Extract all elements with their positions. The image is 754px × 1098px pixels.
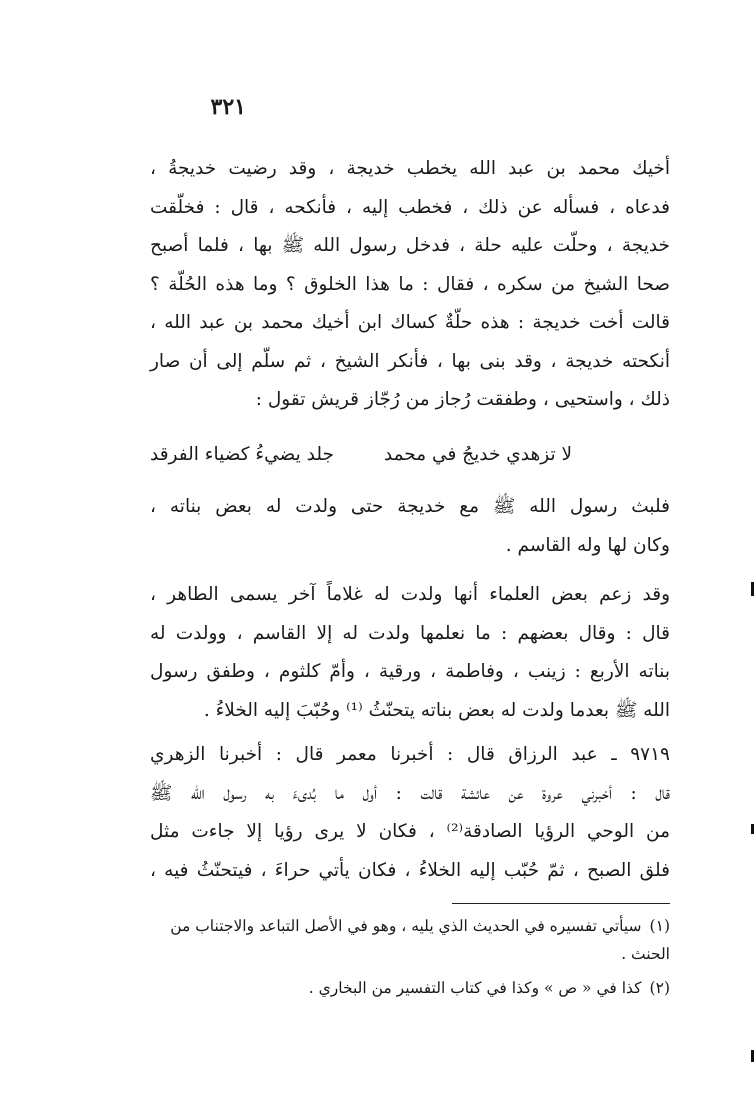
paragraph-3 <box>150 576 670 730</box>
poetry-verse <box>150 440 670 470</box>
text-line: وقد زعم بعض العلماء أنها ولدت له غلاماً آخر يسمى الطاهر ، <box>150 584 670 605</box>
page-number: ٣٢١ <box>210 94 246 120</box>
paragraph-1 <box>150 150 670 420</box>
text-line: من الوحي الرؤيا الصادقة⁽²⁾ ، فكان لا يرى رؤيا إلا جاءت مثل <box>150 821 670 842</box>
verse-second-hemistich: جلد يضيءُ كضياء الفرقد <box>150 444 334 465</box>
text-line: خديجة ، وحلّت عليه حلة ، فدخل رسول الله ﷺ بها ، فلما أصبح <box>150 235 670 256</box>
footnote-text-continued: الحنث . <box>621 945 670 963</box>
footnote-2 <box>150 974 670 1002</box>
footnote-number: (٢) <box>649 979 670 997</box>
text-line: ٩٧١٩ ـ عبد الرزاق قال : أخبرنا معمر قال : أخبرنا الزهري <box>150 744 670 765</box>
text-line: قال : أخبرني عروة عن عائشة قالت : أول ما بُدىءَ به رسول الله ﷺ <box>150 782 670 804</box>
paragraph-2 <box>150 488 670 565</box>
text-line: قالت أخت خديجة : هذه حلّةٌ كساك ابن أخيك محمد بن عبد الله ، <box>150 312 670 333</box>
text-line: ذلك ، واستحيى ، وطفقت رُجاز من رُجّاز قريش تقول : <box>255 389 670 410</box>
text-line: فلبث رسول الله ﷺ مع خديجة حتى ولدت له بعض بناته ، <box>150 496 670 517</box>
text-line: أنكحته خديجة ، وقد بنى بها ، فأنكر الشيخ ، ثم سلّم إلى أن صار <box>150 350 670 372</box>
footnote-number: (١) <box>649 917 670 935</box>
text-line: فلق الصبح ، ثمّ حُبّب إليه الخلاءُ ، فكان يأتي حراءَ ، فيتحنّثُ فيه ، <box>150 859 670 881</box>
footnote-separator <box>452 903 670 904</box>
text-line: بناته الأربع : زينب ، وفاطمة ، ورقية ، وأمّ كلثوم ، وطفق رسول <box>150 661 670 682</box>
text-line: أخيك محمد بن عبد الله يخطب خديجة ، وقد رضيت خديجةُ ، <box>150 158 670 179</box>
text-line: قال : وقال بعضهم : ما نعلمها ولدت له إلا القاسم ، وولدت له <box>150 622 670 644</box>
paragraph-4 <box>150 736 670 890</box>
text-line: صحا الشيخ من سكره ، فقال : ما هذا الخلوق ؟ وما هذه الحُلّة ؟ <box>150 273 670 295</box>
text-line: الله ﷺ بعدما ولدت له بعض بناته يتحنّثُ ⁽¹⁾ وحُبّبَ إليه الخلاءُ . <box>203 699 670 721</box>
text-line: فدعاه ، فسأله عن ذلك ، فخطب إليه ، فأنكحه ، قال : فخلّقت <box>150 196 670 218</box>
verse-first-hemistich: لا تزهدي خديجُ في محمد <box>383 444 573 465</box>
text-line: وكان لها وله القاسم . <box>505 534 670 556</box>
footnote-1 <box>150 912 670 968</box>
footnote-text: سيأتي تفسيره في الحديث الذي يليه ، وهو في الأصل التباعد والاجتناب من <box>170 917 642 935</box>
footnote-text: كذا في « ص » وكذا في كتاب التفسير من البخاري . <box>308 979 642 997</box>
